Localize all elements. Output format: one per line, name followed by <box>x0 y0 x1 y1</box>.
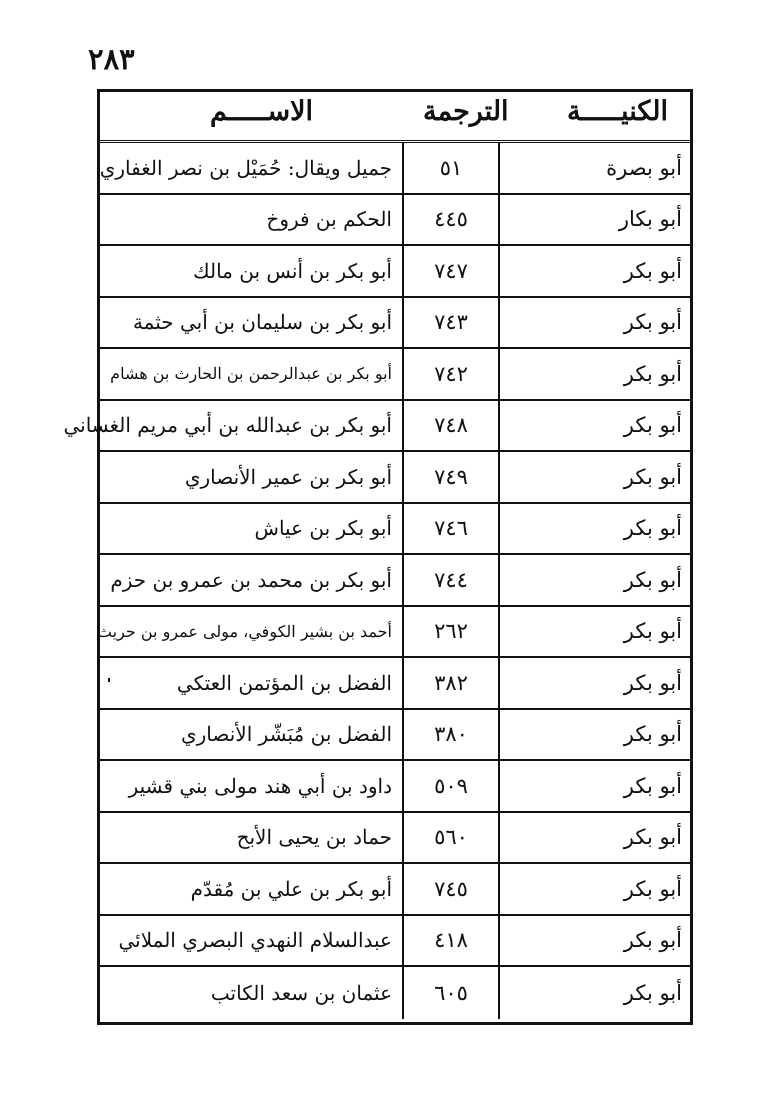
ism-cell: الفضل بن المؤتمن العتكي <box>176 670 392 695</box>
tarjama-cell: ٦٠٥ <box>402 967 500 1019</box>
kunya-cell: أبو بكر <box>623 258 682 283</box>
tarjama-cell: ٤٤٥ <box>402 195 500 245</box>
tarjama-cell: ٧٤٨ <box>402 401 500 451</box>
ism-cell: حماد بن يحيى الأبح <box>236 825 392 850</box>
ism-cell: عبدالسلام النهدي البصري الملائي <box>118 928 392 953</box>
kunya-cell: أبو بكر <box>623 670 682 695</box>
kunya-cell: أبو بكر <box>623 361 682 386</box>
ism-cell: أبو بكر بن عبدالرحمن بن الحارث بن هشام <box>110 364 392 384</box>
ism-cell: الحكم بن فروخ <box>266 207 392 232</box>
table-row <box>100 504 690 556</box>
tarjama-cell: ٧٤٥ <box>402 864 500 914</box>
table-row <box>100 813 690 865</box>
table-row <box>100 761 690 813</box>
tarjama-cell: ٧٤٤ <box>402 555 500 605</box>
tarjama-cell: ٧٤٩ <box>402 452 500 502</box>
ism-cell: عثمان بن سعد الكاتب <box>210 980 392 1005</box>
ism-cell: جميل ويقال: حُمَيْل بن نصر الغفاري <box>99 155 392 180</box>
page-number: ٢٨٣ <box>88 42 135 76</box>
table-row <box>100 658 690 710</box>
kunya-cell: أبو بكر <box>623 619 682 644</box>
ism-cell: أحمد بن بشير الكوفي، مولى عمرو بن حريث <box>96 621 392 641</box>
kunya-cell: أبو بكار <box>618 207 682 232</box>
table-row <box>63 401 690 453</box>
kunya-cell: أبو بكر <box>623 413 682 438</box>
ism-cell: أبو بكر بن محمد بن عمرو بن حزم <box>110 567 392 592</box>
table-row <box>100 143 690 195</box>
kunya-cell: أبو بكر <box>623 773 682 798</box>
tarjama-cell: ٢٦٢ <box>402 607 500 657</box>
kunya-cell: أبو بكر <box>623 928 682 953</box>
tarjama-cell: ٧٤٢ <box>402 349 500 399</box>
ism-cell: أبو بكر بن أنس بن مالك <box>193 258 392 283</box>
kunya-cell: أبو بكر <box>623 464 682 489</box>
table-row <box>100 967 690 1019</box>
header-ism: الاســـــم <box>210 96 314 127</box>
tarjama-cell: ٧٤٧ <box>402 246 500 296</box>
table-row <box>100 555 690 607</box>
tarjama-cell: ٥٠٩ <box>402 761 500 811</box>
kunya-cell: أبو بكر <box>623 876 682 901</box>
table-row <box>100 246 690 298</box>
table-row <box>100 195 690 247</box>
ism-cell: أبو بكر بن عياش <box>254 516 392 541</box>
tarjama-cell: ٤١٨ <box>402 916 500 966</box>
tarjama-cell: ٥١ <box>402 143 500 193</box>
ism-cell: الفضل بن مُبَشّر الأنصاري <box>180 722 392 747</box>
tarjama-cell: ٥٦٠ <box>402 813 500 863</box>
header-tarjama: الترجمة <box>423 96 509 127</box>
tarjama-cell: ٧٤٣ <box>402 298 500 348</box>
kunya-cell: أبو بكر <box>623 825 682 850</box>
kunya-cell: أبو بكر <box>623 722 682 747</box>
tarjama-cell: ٣٨٢ <box>402 658 500 708</box>
tarjama-cell: ٣٨٠ <box>402 710 500 760</box>
table-row <box>96 607 690 659</box>
ism-cell: أبو بكر بن سليمان بن أبي حثمة <box>132 310 392 335</box>
ism-cell: أبو بكر بن عمير الأنصاري <box>184 464 392 489</box>
ism-cell: داود بن أبي هند مولى بني قشير <box>128 773 392 798</box>
small-ink-mark <box>108 678 110 682</box>
table-row <box>100 864 690 916</box>
table-row <box>100 710 690 762</box>
table-row <box>100 349 690 401</box>
table-row <box>100 298 690 350</box>
table-header <box>100 92 690 143</box>
kunya-cell: أبو بصرة <box>606 155 682 180</box>
tarjama-cell: ٧٤٦ <box>402 504 500 554</box>
kunya-cell: أبو بكر <box>623 310 682 335</box>
kunya-cell: أبو بكر <box>623 567 682 592</box>
table-row <box>100 452 690 504</box>
header-kunya: الكنيـــــة <box>567 96 668 127</box>
ism-cell: أبو بكر بن عبدالله بن أبي مريم الغساني <box>63 413 392 438</box>
ism-cell: أبو بكر بن علي بن مُقدّم <box>190 876 392 901</box>
kunya-cell: أبو بكر <box>623 980 682 1005</box>
kunya-cell: أبو بكر <box>623 516 682 541</box>
table-row <box>100 916 690 968</box>
names-table <box>63 89 693 1025</box>
